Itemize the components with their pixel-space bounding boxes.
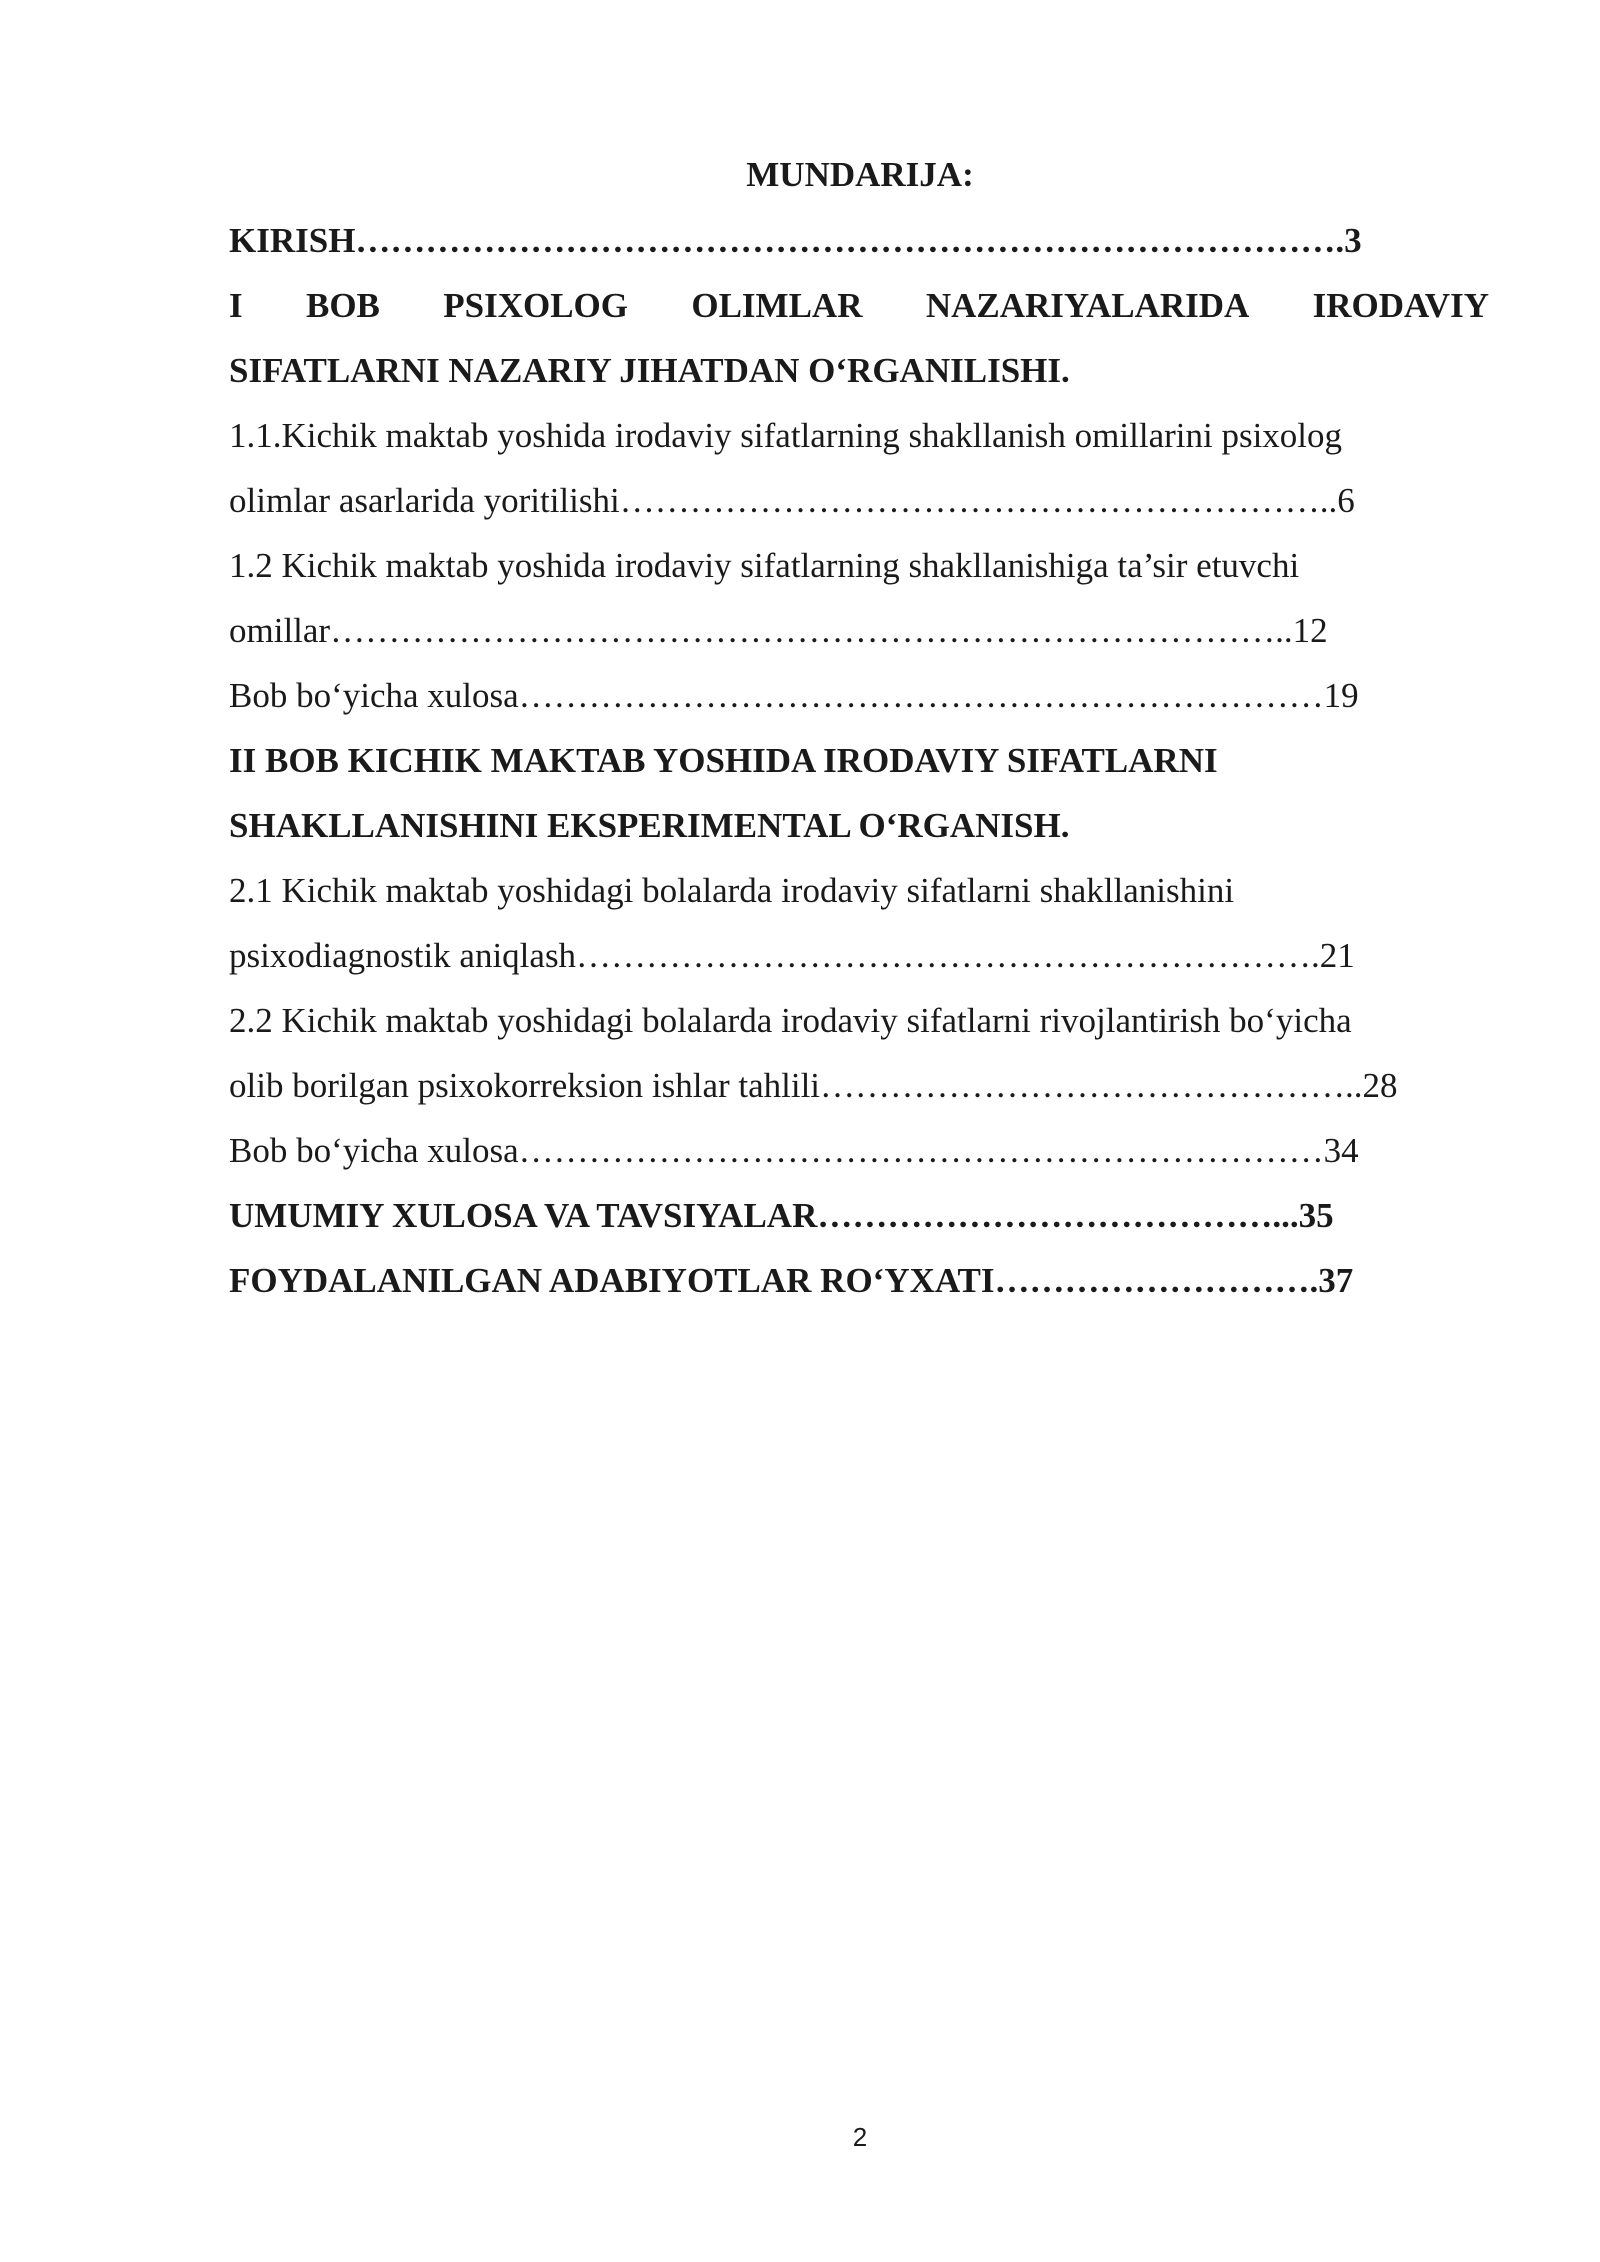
toc-entry-section-1-1-line-2: olimlar asarlarida yoritilishi……………………………………………………..6: [229, 481, 1355, 520]
toc-entry-conclusion: UMUMIY XULOSA VA TAVSIYALAR…………………………………...35: [229, 1196, 1334, 1235]
toc-entry-section-2-1-line-1: 2.1 Kichik maktab yoshidagi bolalarda irodaviy sifatlarni shakllanishini: [229, 871, 1235, 910]
chapter-1-word: NAZARIYALARIDA: [925, 286, 1250, 325]
toc-entry-chapter-2-summary: Bob bo‘yicha xulosa……………………………………………………………34: [229, 1131, 1359, 1170]
toc-entry-chapter-1-summary: Bob bo‘yicha xulosa……………………………………………………………19: [229, 676, 1359, 715]
toc-entry-chapter-1-line-2: SIFATLARNI NAZARIY JIHATDAN O‘RGANILISHI.: [229, 351, 1070, 390]
toc-entry-section-2-2-line-2: olib borilgan psixokorreksion ishlar tahlili………………………………………..28: [229, 1066, 1398, 1105]
toc-entry-section-1-2-line-1: 1.2 Kichik maktab yoshida irodaviy sifatlarning shakllanishiga ta’sir etuvchi: [229, 546, 1300, 585]
toc-entry-section-2-1-line-2: psixodiagnostik aniqlash……………………………………………………….21: [229, 936, 1355, 975]
page-number: 2: [852, 2122, 868, 2152]
toc-entry-references: FOYDALANILGAN ADABIYOTLAR RO‘YXATI……………………….37: [229, 1261, 1354, 1300]
toc-title: MUNDARIJA:: [746, 155, 974, 194]
toc-entry-chapter-2-line-2: SHAKLLANISHINI EKSPERIMENTAL O‘RGANISH.: [229, 806, 1070, 845]
chapter-1-word: I: [229, 286, 243, 325]
toc-entry-section-1-2-line-2: omillar………………………………………………………………………..12: [229, 611, 1328, 650]
toc-entry-section-2-2-line-1: 2.2 Kichik maktab yoshidagi bolalarda irodaviy sifatlarni rivojlantirish bo‘yicha: [229, 1001, 1352, 1040]
toc-entry-kirish: KIRISH………………………………………………………………………….3: [229, 221, 1362, 260]
chapter-1-word: PSIXOLOG: [443, 286, 628, 325]
toc-entry-section-1-1-line-1: 1.1.Kichik maktab yoshida irodaviy sifatlarning shakllanish omillarini psixolog: [229, 416, 1343, 455]
chapter-1-word: OLIMLAR: [691, 286, 863, 325]
toc-entry-chapter-2-line-1: II BOB KICHIK MAKTAB YOSHIDA IRODAVIY SIFATLARNI: [229, 741, 1218, 780]
chapter-1-word: BOB: [305, 286, 380, 325]
table-of-contents: [229, 208, 1489, 1313]
toc-entry-chapter-1-line-1: [229, 273, 1489, 338]
chapter-1-word: IRODAVIY: [1312, 286, 1489, 325]
